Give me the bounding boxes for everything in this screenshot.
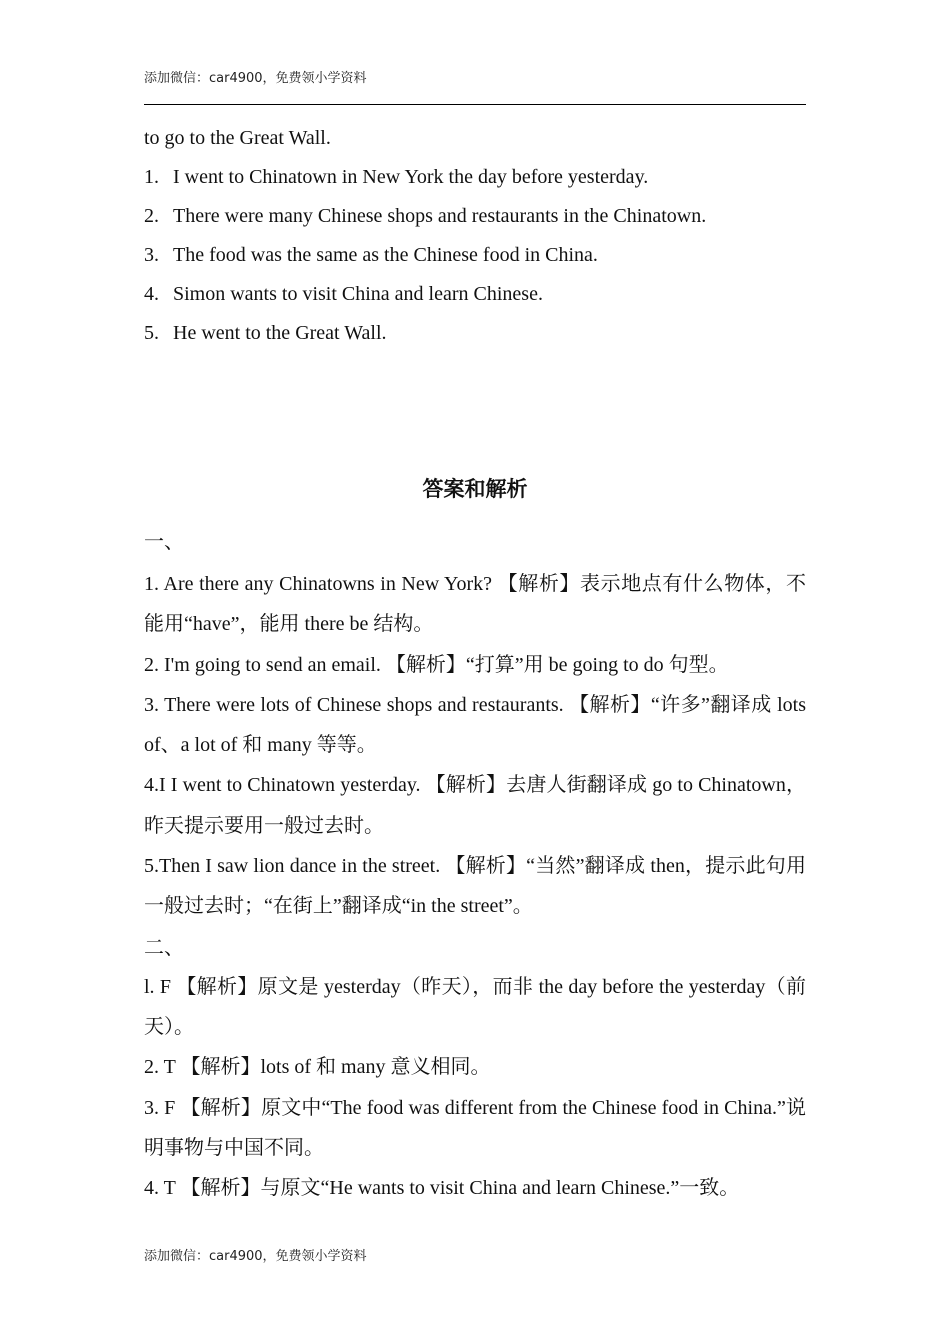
answer-item: 3. F 【解析】原文中“The food was different from the Chinese food in China.”说明事物与中国不同。 (144, 1096, 806, 1159)
statement-2 (144, 197, 806, 236)
statement-number: 2. (144, 205, 159, 227)
statement-number: 4. (144, 283, 159, 305)
passage-lead: to go to the Great Wall. (144, 127, 331, 149)
header-note: 添加微信：car4900，免费领小学资料 (144, 71, 367, 86)
answers-title: 答案和解析 (422, 477, 528, 501)
answer-item: 5.Then I saw lion dance in the street. 【解析】“当然”翻译成 then，提示此句用一般过去时；“在街上”翻译成“in the street”。 (144, 855, 806, 918)
answer-item: 4.I I went to Chinatown yesterday. 【解析】去唐人街翻译成 go to Chinatown，昨天提示要用一般过去时。 (144, 774, 806, 837)
passage-statements (144, 119, 806, 353)
answer-item: 2. T 【解析】lots of 和 many 意义相同。 (144, 1056, 491, 1079)
header-divider (144, 104, 806, 105)
answers-body (144, 518, 806, 1208)
answer-item: 1. Are there any Chinatowns in New York? 【解析】表示地点有什么物体，不能用“have”，能用 there be 结构。 (144, 573, 806, 636)
statement-number: 1. (144, 166, 159, 188)
statement-number: 3. (144, 244, 159, 266)
answer-item: 3. There were lots of Chinese shops and restaurants. 【解析】“许多”翻译成 lots of、a lot of 和 many 等等。 (144, 693, 806, 757)
section-one-label: 一、 (144, 529, 184, 553)
statement-number: 5. (144, 322, 159, 344)
answer-item: 4. T 【解析】与原文“He wants to visit China and learn Chinese.”一致。 (144, 1177, 740, 1200)
statement-text: There were many Chinese shops and restaurants in the Chinatown. (173, 205, 707, 227)
statement-4 (144, 275, 806, 314)
answer-item: 2. I'm going to send an email. 【解析】“打算”用 be going to do 句型。 (144, 653, 729, 676)
statement-5 (144, 314, 806, 353)
statement-text: He went to the Great Wall. (173, 322, 387, 344)
statement-text: The food was the same as the Chinese food in China. (173, 244, 598, 266)
statement-text: I went to Chinatown in New York the day before yesterday. (173, 166, 649, 188)
statement-3 (144, 236, 806, 275)
statement-1 (144, 158, 806, 197)
statement-text: Simon wants to visit China and learn Chinese. (173, 283, 543, 305)
answer-item: l. F 【解析】原文是 yesterday（昨天），而非 the day before the yesterday（前天）。 (144, 975, 806, 1038)
footer-note: 添加微信：car4900，免费领小学资料 (144, 1249, 367, 1264)
section-two-label: 二、 (144, 934, 184, 959)
